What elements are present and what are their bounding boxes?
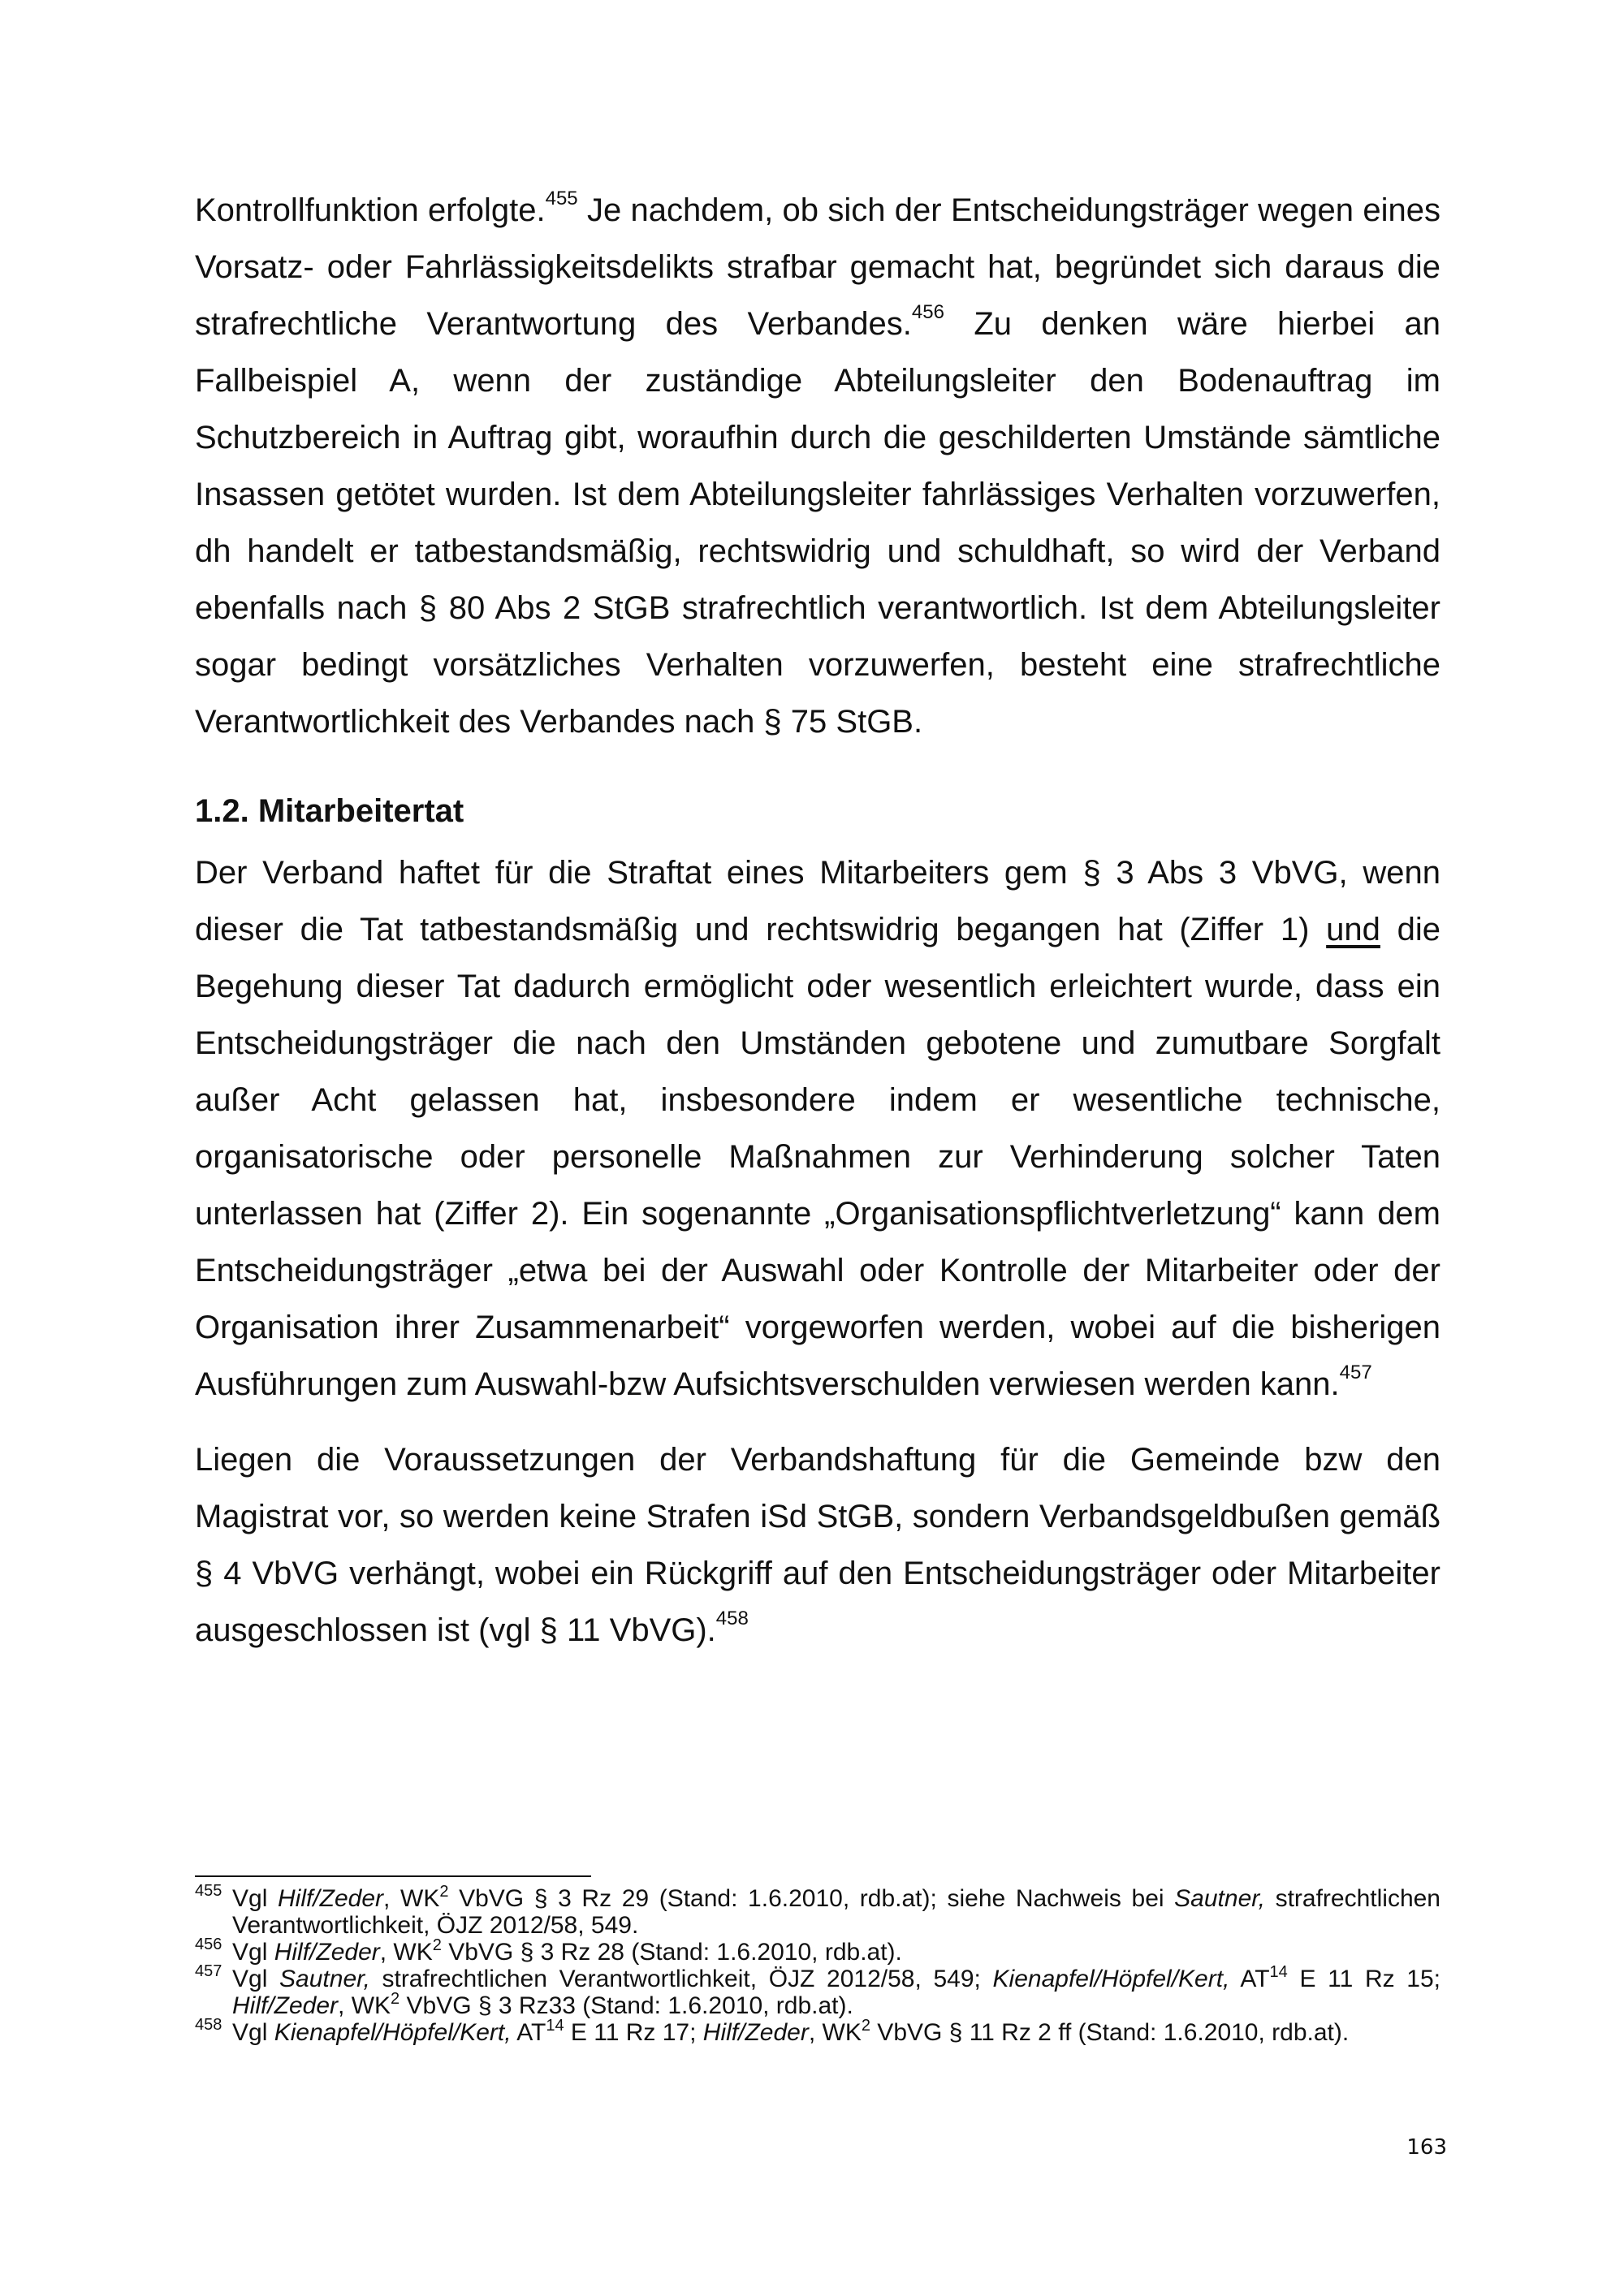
footnotes [195,1882,1440,2046]
footnote-458: 458 Vgl Kienapfel/Höpfel/Kert, AT$^{14}$ E 11 Rz 17; Hilf/Zeder, $WK^2$ VbVG § 11 Rz 2 ff (Stand: 1.6.2010, rdb.at). [195,2019,1440,2046]
footnote-superscript: 2 [391,1990,400,2008]
footnote-number: 457 [195,1962,222,1980]
footnote-number: 455 [195,1882,222,1900]
footnote-superscript: 2 [439,1883,449,1901]
footnote-separator [195,1875,591,1877]
footnote-456: 456 Vgl Hilf/Zeder, $WK^2$ VbVG § 3 Rz 28 (Stand: 1.6.2010, rdb.at). [195,1939,1440,1966]
footnote-superscript: 2 [432,1936,442,1954]
footnote-superscript: 14 [1269,1963,1288,1981]
body-superscript: 455 [545,188,578,209]
section-heading: 1.2. Mitarbeitertat [195,793,464,829]
footnote-italic-text: Hilf/Zeder [702,2019,809,2046]
footnote-457: 457 Vgl Sautner, strafrechtlichen Verantwortlichkeit, ÖJZ 2012/58, 549; Kienapfel/Höpfel/Kert, AT$^{14}$ E 11 Rz 15; Hilf/Zeder, $WK^2$ VbVG § 3 Rz33 (Stand: 1.6.2010, rdb.at). [195,1966,1440,2019]
page-number: 163 [1406,2135,1447,2160]
body-superscript: 456 [911,301,944,323]
footnote-superscript: 14 [546,2017,564,2035]
body-paragraph-3: Liegen die Voraussetzungen der Verbandshaftung für die Gemeinde bzw den Magistrat vor, so werden keine Strafen iSd StGB, sondern Verbandsgeldbußen gemäß § 4 VbVG verhängt, wobei ein Rückgriff auf den Entscheidungsträger oder Mitarbeiter ausgeschlossen ist (vgl § 11 VbVG).$^{458}$ [195,1442,1440,1648]
footnote-italic-text: Hilf/Zeder [278,1885,384,1912]
body-paragraph-1: Kontrollfunktion erfolgte.$^{455}$ Je nachdem, ob sich der Entscheidungsträger wegen eines Vorsatz- oder Fahrlässigkeitsdelikts strafbar gemacht hat, begründet sich daraus die strafrechtliche Verantwortung des Verbandes.$^{456}$ Zu denken wäre hierbei an Fallbeispiel A, wenn der zuständige Abteilungsleiter den Bodenauftrag im Schutzbereich in Auftrag gibt, woraufhin durch die geschilderten Umstände sämtliche Insassen getötet wurden. Ist dem Abteilungsleiter fahrlässiges Verhalten vorzuwerfen, dh handelt er tatbestandsmäßig, rechtswidrig und schuldhaft, so wird der Verband ebenfalls nach § 80 Abs 2 StGB strafrechtlich verantwortlich. Ist dem Abteilungsleiter sogar bedingt vorsätzliches Verhalten vorzuwerfen, besteht eine strafrechtliche Verantwortlichkeit des Verbandes nach § 75 StGB. [195,188,1440,740]
footnote-italic-text: Hilf/Zeder [274,1939,380,1966]
body-underlined-text: und [1326,912,1380,947]
footnote-number: 458 [195,2016,222,2034]
footnote-italic-text: Hilf/Zeder [232,1992,339,2019]
body-superscript: 458 [715,1608,749,1629]
footnote-number: 456 [195,1936,222,1953]
footnote-italic-text: Kienapfel/Höpfel/Kert, [992,1966,1230,1992]
footnote-superscript: 2 [861,2017,870,2035]
footnote-italic-text: Sautner, [1174,1885,1265,1912]
body-superscript: 457 [1339,1362,1372,1383]
footnote-italic-text: Sautner, [279,1966,370,1992]
footnote-italic-text: Kienapfel/Höpfel/Kert, [274,2019,512,2046]
body-paragraph-2: Der Verband haftet für die Straftat eines Mitarbeiters gem § 3 Abs 3 VbVG, wenn dieser die Tat tatbestandsmäßig und rechtswidrig begangen hat (Ziffer 1) und die Begehung dieser Tat dadurch ermöglicht oder wesentlich erleichtert wurde, dass ein Entscheidungsträger die nach den Umständen gebotene und zumutbare Sorgfalt außer Acht gelassen hat, insbesondere indem er wesentliche technische, organisatorische oder personelle Maßnahmen zur Verhinderung solcher Taten unterlassen hat (Ziffer 2). Ein sogenannte „Organisationspflichtverletzung“ kann dem Entscheidungsträger „etwa bei der Auswahl oder Kontrolle der Mitarbeiter oder der Organisation ihrer Zusammenarbeit“ vorgeworfen werden, wobei auf die bisherigen Ausführungen zum Auswahl-bzw Aufsichtsverschulden verwiesen werden kann.$^{457}$ [195,855,1440,1402]
footnote-455: 455 Vgl Hilf/Zeder, $WK^2$ VbVG § 3 Rz 29 (Stand: 1.6.2010, rdb.at); siehe Nachweis bei Sautner, strafrechtlichen Verantwortlichkeit, ÖJZ 2012/58, 549. [195,1885,1440,1939]
